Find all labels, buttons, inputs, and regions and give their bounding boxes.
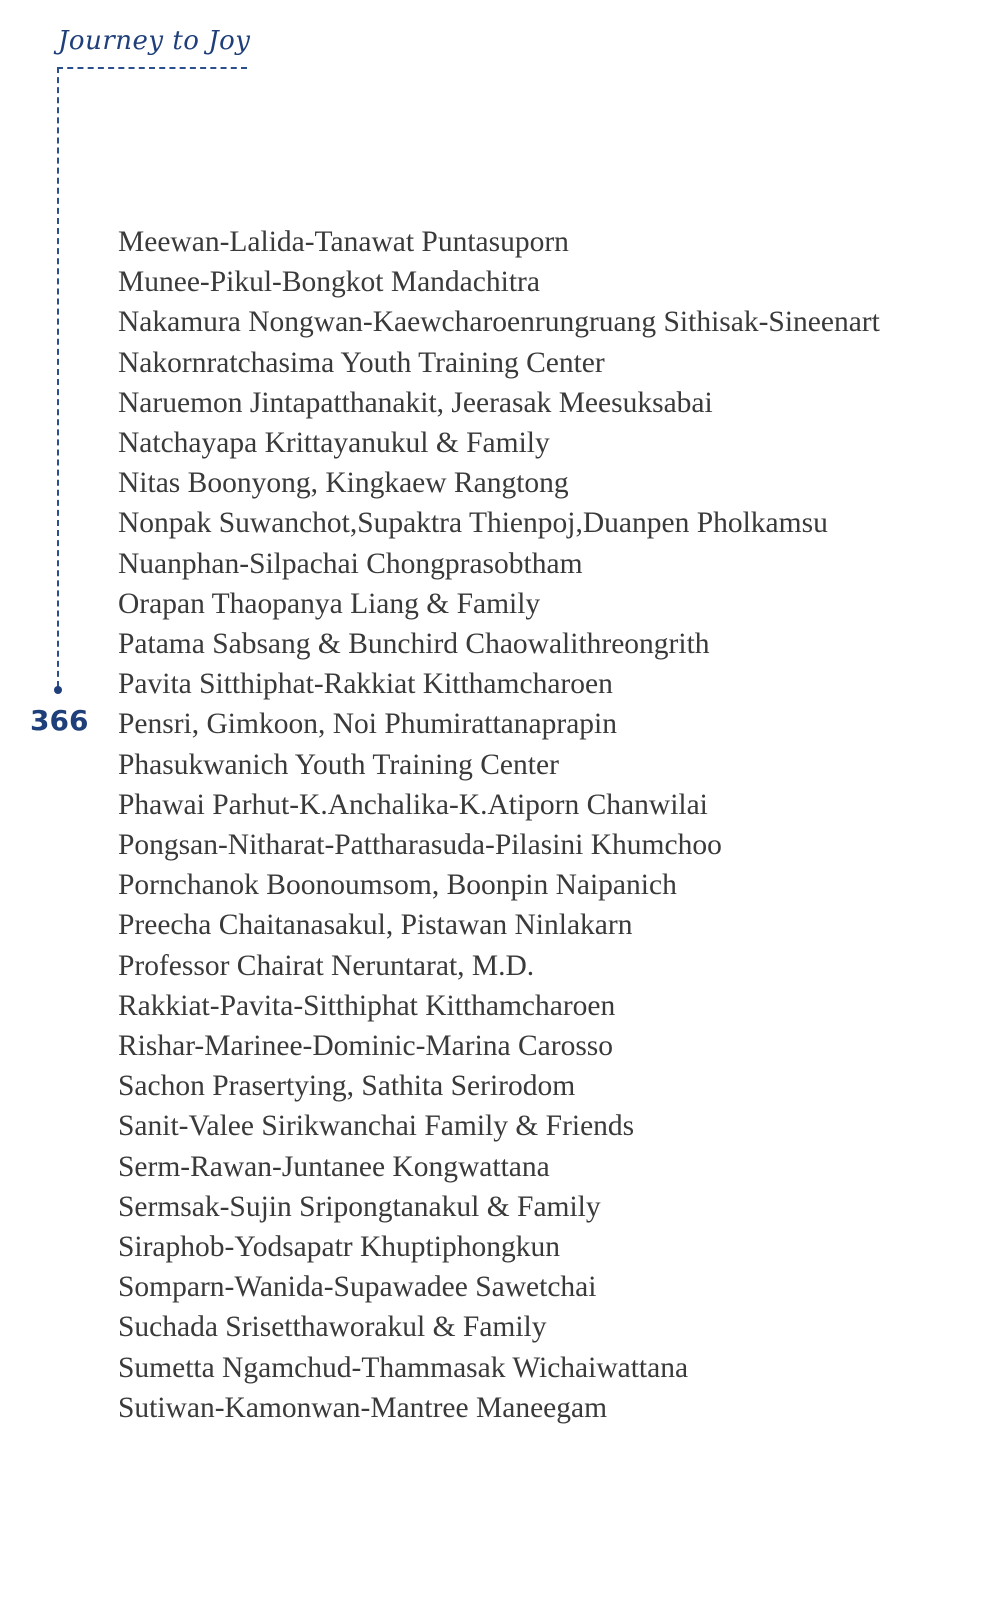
list-item: Professor Chairat Neruntarat, M.D. xyxy=(118,949,535,982)
list-item: Naruemon Jintapatthanakit, Jeerasak Meesuksabai xyxy=(118,386,713,419)
list-item: Sachon Prasertying, Sathita Serirodom xyxy=(118,1070,576,1103)
list-item: Sermsak-Sujin Sripongtanakul & Family xyxy=(118,1190,601,1223)
list-item: Serm-Rawan-Juntanee Kongwattana xyxy=(118,1150,550,1183)
margin-dashed-line xyxy=(57,67,59,687)
list-item: Meewan-Lalida-Tanawat Puntasuporn xyxy=(118,226,569,258)
list-item: Suchada Srisetthaworakul & Family xyxy=(118,1311,547,1344)
list-item: Natchayapa Krittayanukul & Family xyxy=(118,427,550,460)
list-item: Somparn-Wanida-Supawadee Sawetchai xyxy=(118,1271,597,1304)
list-item: Sanit-Valee Sirikwanchai Family & Friends xyxy=(118,1110,635,1143)
list-item: Patama Sabsang & Bunchird Chaowalithreongrith xyxy=(118,628,710,661)
list-item: Phawai Parhut-K.Anchalika-K.Atiporn Chanwilai xyxy=(118,788,708,821)
header-dashed-underline xyxy=(57,67,247,69)
list-item: Nakornratchasima Youth Training Center xyxy=(118,346,605,379)
list-item: Munee-Pikul-Bongkot Mandachitra xyxy=(118,266,540,299)
list-item: Nitas Boonyong, Kingkaew Rangtong xyxy=(118,467,569,500)
list-item: Phasukwanich Youth Training Center xyxy=(118,748,559,781)
list-item: Nakamura Nongwan-Kaewcharoenrungruang Sithisak-Sineenart xyxy=(118,306,880,339)
list-item: Sumetta Ngamchud-Thammasak Wichaiwattana xyxy=(118,1351,689,1384)
list-item: Nuanphan-Silpachai Chongprasobtham xyxy=(118,547,583,580)
list-item: Orapan Thaopanya Liang & Family xyxy=(118,587,541,620)
list-item: Sutiwan-Kamonwan-Mantree Maneegam xyxy=(118,1391,608,1424)
list-item: Preecha Chaitanasakul, Pistawan Ninlakarn xyxy=(118,909,633,942)
list-item: Rakkiat-Pavita-Sitthiphat Kitthamcharoen xyxy=(118,989,616,1022)
page-number: 366 xyxy=(30,704,89,737)
margin-line-dot xyxy=(54,686,62,694)
list-item: Pavita Sitthiphat-Rakkiat Kitthamcharoen xyxy=(118,668,613,701)
header-title: Journey to Joy xyxy=(58,26,251,56)
list-item: Pongsan-Nitharat-Pattharasuda-Pilasini Khumchoo xyxy=(118,829,722,862)
list-item: Pensri, Gimkoon, Noi Phumirattanaprapin xyxy=(118,708,617,741)
list-item: Nonpak Suwanchot,Supaktra Thienpoj,Duanpen Pholkamsu xyxy=(118,507,828,540)
list-item: Rishar-Marinee-Dominic-Marina Carosso xyxy=(118,1030,614,1063)
list-item: Pornchanok Boonoumsom, Boonpin Naipanich xyxy=(118,869,677,902)
list-item: Siraphob-Yodsapatr Khuptiphongkun xyxy=(118,1231,560,1264)
name-list xyxy=(118,222,880,1428)
